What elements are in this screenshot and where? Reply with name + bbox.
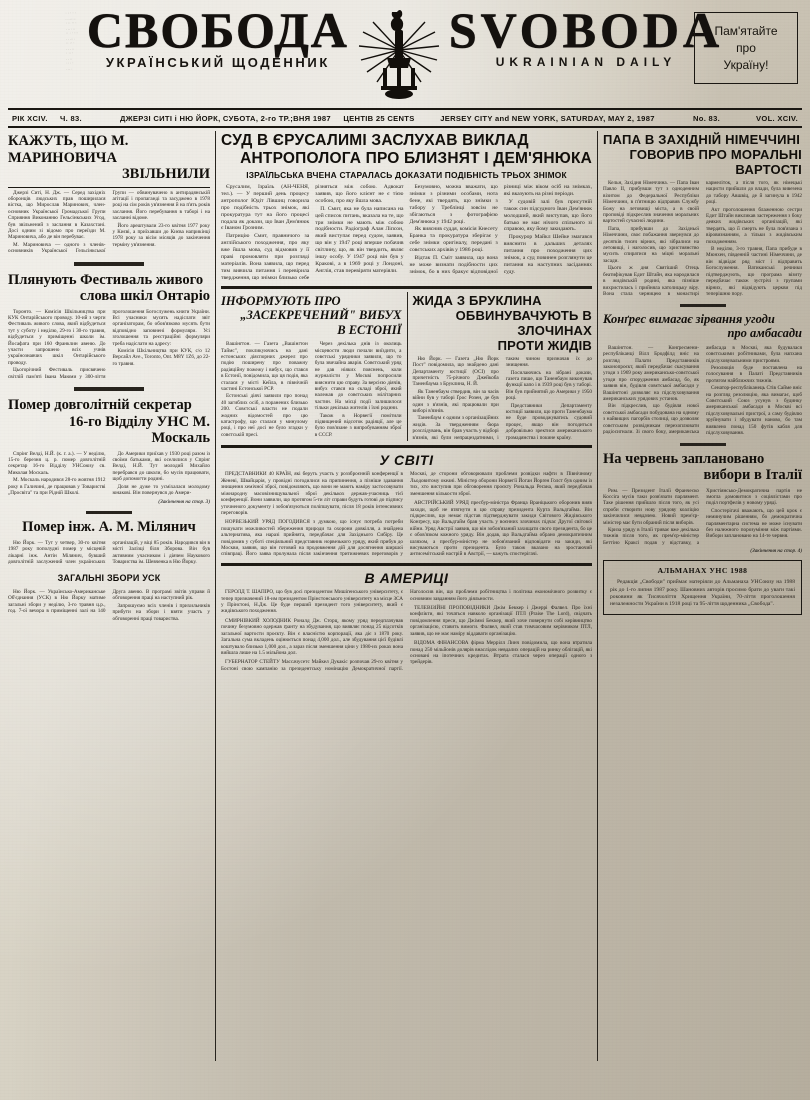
paragraph: Безумовно, можна вважати, що знімки з різними особами, нота бене, які твердять, що знімки з табору у Треблінці зовсім не збігаються з фотографією Дем'янюка у 1942 році. — [409, 184, 498, 225]
article-moskal — [8, 397, 210, 505]
article-brooklyn — [407, 292, 593, 442]
paragraph: Рим. — Президент Італії Франческо Коссіґа мусів таки розв'язати парлямент. Таке рішення прийшло після того, як усі спроби створити нову урядову коаліцію закінчилися невдачею. Новий прем'єр-міністер має бути обраний після виборів. — [603, 487, 699, 526]
article-estonia — [221, 292, 407, 442]
paragraph: Сенатор-республіканець Стів Сайме вніс на розгляд резолюцію, яка вимагає, щоб Совєтський Союз усунув з будинку американської амбасади в Москві всі підслуховувальні пристрої, а саму будівлю зруйнувати і збудувати наново, бо там виявлено понад 150 футів кабля для підслуховування. — [706, 385, 802, 437]
paragraph: Єрусалим, Ізраїль (АН-ЧЕНЯ, тел.). — У перший день процесу антрополог Юдіт Лівшиц говорила про подібність трьох знімок, які прокуратура тут на його процесі подала як докази, що Іван Дем'янюк є Іваном Грозним. — [221, 184, 310, 232]
section-world — [221, 452, 592, 559]
folio-issue-uk: Ч. 83. — [60, 113, 82, 123]
folio-year-en: VOL. XCIV. — [756, 113, 798, 123]
paragraph: Вашінґтон. — Конґресмени-республіканці Вілл Бродфілд вніс на розгляд Палати Представників законопроєкт, який передбачає скасування угоди з 1969 року американсько-совєтської угоди про спорудження амбасад, бо, як заявив він, будівля совєтської амбасади у Вашінґтоні дозволяє на підслуховування американських урядових установ. — [603, 344, 699, 403]
masthead-subtitle-latin: UKRAINIAN DAILY — [495, 55, 677, 69]
page-content — [8, 131, 802, 1061]
headline-line-3: В ЕСТОНІЇ — [337, 322, 402, 337]
article-usk — [8, 571, 210, 622]
headline-line-2: 16-го Відділу УНС М. Москаль — [68, 413, 210, 447]
headline-line-3: ВАРТОСТІ — [735, 162, 802, 177]
section-rule — [221, 445, 592, 448]
headline-line-2: про амбасади — [727, 326, 802, 341]
news-brief: ВІДОМА ФІНАНСОВА фірма Меррілл Линч повідомила, що вона втратила понад 250 мільйонів долярів внаслідок невдалих операцій на ринку облігацій, які основані на іпотечних кредитах. Втрата сталася через операції одного з трейдерів. — [410, 640, 592, 666]
paragraph: Доля не дуже то усміхалася молодому юнакові. Він повернувся до Амери- — [112, 483, 210, 496]
headline-line-2: ЗВІЛЬНИЛИ — [122, 166, 210, 182]
headline-line-1: ІНФОРМУЮТЬ ПРО — [221, 293, 341, 308]
folio-price: ЦЕНТІВ 25 CENTS — [343, 113, 415, 123]
news-brief: СМИРНІВКИЙ ХОЛОДНИК Роналд Дж. Сторц, якому уряд передплачував почину безумовно одержав ґранту на збудування, що виявляє понад 25 відсотків загальної вартости проєкту. Він є власністю корпорації, яка діє з 1870 року. Загальна сума вкладень оцінюється понад 4,000 дол., але збудування цієї будівлі коштувало близько 1,000 дол., а зараз після зменшення ціни у 1980-их роках вона вийшла лише на 1.5 мільйона дол. — [221, 617, 403, 656]
column-right — [598, 131, 802, 1061]
jump-note-page4: (Закінчення на стор. 4) — [750, 548, 802, 555]
middle-sub-columns — [221, 292, 592, 442]
remember-line-2: про — [736, 40, 756, 55]
headline-line-1: Конґрес вимагає зірвання угоди — [603, 311, 775, 326]
body-marynovych — [8, 190, 210, 255]
paragraph: Ню Йорк. — Українсько-Американське Об'єднання (УСК) в Ню Йорку матиме загальні збори у неділю, 3-го травня ц.р., год. 7-ої вечора в приміщенні залі на 140 Друга авеню. В програмі звітів управи й обговорення праці на наступний рік. — [8, 589, 210, 615]
headline-line-1: СУД В ЄРУСАЛИМІ ЗАСЛУХАВ ВИКЛАД — [221, 132, 529, 149]
paragraph: Естонські діячі заявили про понад 40 загиблих осіб, а поранених близько 200. Совєтські власти не подали жодних відомостей про цю катастрофу, що сталася у минулому році, і про неї досі не було згадки у совєтській пресі. — [221, 393, 308, 438]
headline-line-1: Помер інж. А. М. Мілянич — [22, 519, 196, 536]
divider — [8, 187, 210, 188]
masthead-title-latin: SVOBODA — [448, 2, 724, 58]
section-divider — [74, 387, 144, 391]
headline-festival — [8, 272, 210, 305]
body-demjanjuk — [221, 184, 592, 282]
headline-line-1: Помер довголітній секретар — [8, 397, 192, 414]
headline-milianych — [8, 519, 210, 536]
remember-ukraine-box — [694, 12, 798, 84]
body-festival — [8, 309, 210, 380]
section-rule — [221, 286, 592, 289]
paragraph: Спостерігачі вважають, що цей крок є неминучим рішенням, бо демократична парляментарна система не може існувати без належного порозуміння між партіями. Вибори заплановано на 14-те червня. — [706, 507, 802, 540]
paragraph: До Америки приїхав у 1930 році разом із своїми батьками, які оселилися у Спрінґ Велді, Н.Й. Тут молодий Михайло перебрався до школи, бо мусів працювати, щоб допомогти родині. — [112, 450, 210, 483]
article-italy-elections — [603, 451, 802, 555]
masthead-cyrillic — [86, 2, 349, 70]
body-america — [221, 589, 592, 672]
paragraph: В неділю, 3-го травня, Папа прибуде в Мюнхен, південній частині Німеччини, де він відвідає ряд міст і відправить Богослуження. Ватиканські речники підтверджують, що програма візиту передбачає також зустрічі з групами вірних, які відвідують церкви під теперішню пору. — [706, 246, 802, 297]
headline-line-2: вибори в Італії — [703, 467, 802, 483]
body-milianych — [8, 540, 210, 566]
trident-torch-emblem-icon — [353, 6, 445, 102]
subhead-demjanjuk: ІЗРАЇЛЬСЬКА ВЧЕНА СТАРАЛАСЬ ДОКАЗАТИ ПОДІБНІСТЬ ТРЬОХ ЗНІМОК — [246, 170, 567, 180]
article-festival — [8, 272, 210, 380]
paragraph: Торонто. — Комісія Шкільництва при КУК Онтарійського проводу. 10-ий з черги Фестиваль живого слова, який відбудеться тут у суботу і неділю, 29-го і 30-го травня, відбудеться у приміщенні школи ім. Йосафата при 160 Франклин авеню. До участи запрошено всіх учнів українознавчих шкіл Онтарійського проводу. — [8, 308, 106, 366]
headline-line-1: ПАПА В ЗАХІДНІЙ НІМЕЧЧИНІ — [603, 132, 801, 147]
headline-line-2: АНТРОПОЛОГА ПРО БЛИЗНЯТ І ДЕМ'ЯНЮКА — [240, 149, 592, 167]
paragraph: Як Таненбаум ствердив, він за часів війни був у таборі Ґрос Розен, де був один з в'язнів, які працювали при виборі в'язнів. — [412, 388, 499, 414]
body-usk — [8, 589, 210, 622]
paragraph: М. Мариновича — одного з членів-основників Української Гельсінкської Групи — обвинувачено в антирадянській агітації і пропаганді та засуджено в 1978 році на сім років ув'язнення й на п'ять років заслання. Його перебування в таборі і на засланні відоме. — [8, 189, 210, 255]
news-brief: ПРЕДСТАВНИКИ 40 КРАЇН, які беруть участь у роззброєнній конференції в Женеві, Швайцарія, у провідні погодилися на припинення, а пізніше здавання знищення хемічної зброї, повідомляють, що вони не мають наміру застосовувати міжнародну масовізнищувальної зброї декількох держав-учасниць тієї конференції. Вони заявили, що протягом 5-ти літ справи будуть готові до підпису уточненого документу і зобов'язуються поліпшувати, після 18 років інтенсивних переговорів. — [221, 471, 403, 516]
article-demjanjuk-trial — [221, 132, 592, 282]
paragraph: Відтак П. Сміт заявила, що вона не може визнати подібности цих знімок, бо в них бракує відповідної різниці між віком осіб на знімках, які вказують на різні періоди. — [409, 184, 592, 275]
folio-place-date-uk: ДЖЕРЗІ СИТІ і НЮ ЙОРК, СУБОТА, 2-го ТР.;ВНЯ 1987 — [120, 113, 331, 123]
news-brief: ГЕРОЛД Т. ШАПІРО, що був досі президентом Мишіґенського університету, є тепер призначений 18-им президентом Прінстонського університету на місце ЗСА у Прінстоні, Н.Дж. Це буде перший президент того університету, який є жидівського походження. — [221, 589, 403, 615]
paragraph: П. Смит, яка не була написана на цей список питань, вказала на те, що три знімки не мають між собою подібности. Радіограф Алан Ліпсон, який виступає перед судом, заявив, що він у 1947 році вперше побачив світлину, що, як він твердить, являє іншу особу. У 1947 році він був у Кракові, а в 1969 році у Лондоні, Англія, став перевіряти матеріяли. — [315, 205, 404, 274]
headline-line-1: На червень заплановано — [603, 450, 765, 467]
paragraph: Його арештували 23-го квітня 1977 року у Києві, а приїхавши до Києва наприкінці 1978 року за вісім місяців до закінчення терміну ув'язнення. — [112, 222, 210, 248]
news-brief: ГУБЕРНАТОР СТЕЙТУ Массачусетс Майкел Дукакіс розпочав 29-го квітня у Бостоні свою кампанію за президентську номінацію Демократичної партії. Наголосив він, що проблеми робітництва і політика економічного розвитку є основним завданням його діяльности. — [221, 589, 592, 672]
headline-brooklyn — [413, 293, 593, 353]
masthead-title-cyrillic: СВОБОДА — [86, 2, 349, 58]
section-divider — [680, 304, 726, 307]
headline-congress — [603, 312, 802, 341]
folio-issue-en: No. 83. — [693, 113, 720, 123]
masthead — [8, 2, 802, 106]
article-marynovych — [8, 133, 210, 255]
headline-usk — [8, 571, 210, 586]
news-brief: НОРВЕЗЬКИЙ УРЯД ПОГОДИВСЯ з думкою, що існує потреба потреби пошукати можливостей збереження природи та охорони довкілля, а знайдена альтернатива, яка наразі прийнята, передбачає для Західнього Сибіру. Це повідомив у суботі спеціяльний представник норвезького уряду, який прибув до Москви, заявив, що він готовий на продовження дій для досягнення ширшої співпраці. Його заява пролунала після закінчення тритижневих переговорів у Москві, де сторони обговорювали проблеми розвідки нафти в Північному Льодовитому океані. Міністер оборони Норвегії Йоган Йорґен Голст був одним із тих, хто виступив при обговорення проєкту Рональда Реґана, який передбачав зменшення кількости зброї. — [221, 471, 592, 558]
news-brief: АВСТРІЙСЬКИЙ УРЯД пресбур-міністра Франца Враніцького оборонив вияв заходи, щоб не втягнути в цю справу президента Курта Вальдгайма. Він підкреслив, що немає підстав підтверджувати закиди Світового Жидівського Конґресу, що Вальдгайм брав участь у воєнних злочинах підчас Другої світової війни. Уряд Австрії заявив, що він зобов'язаний захищати свого президента, бо це є обов'язком кожного уряду. Він додав, що Вальдгайма обрано демократичним шляхом, а пресбур-міністер не зобов'язаний відповідати на закиди, які висуваються проти президента. Було також вказано на зростаючий антисемітський настрій в Австрії, — кажуть спостерігачі. — [410, 500, 592, 558]
folio-bar — [8, 108, 802, 128]
headline-pope — [603, 132, 802, 177]
paragraph: Цього ж дня Святіший Отець беатифікував Едит Штайн, яка народилася в жидівській родині, яка пізніше вихристилась і прийняла католицьку віру. Вона стала черницею в монастирі кармеліток, а після того, як німецькі нацисти прийшли до влади, була вивезена до табору Авшвіц, де й загинула в 1942 році. — [603, 180, 802, 297]
masthead-subtitle-cyrillic: УКРАЇНСЬКИЙ ЩОДЕННИК — [105, 55, 330, 70]
jump-note-page3: (Закінчення на стор. 3) — [158, 499, 210, 506]
paragraph: Папа, прибувши до Західньої Німеччини, своє побажання звернувся до десятків тисяч вірних, які зібралися на летовищі, і наголосив, що християнство мусить спиратися на міцні моральні засади. — [603, 225, 699, 264]
section-america — [221, 570, 592, 672]
section-rule — [221, 563, 592, 566]
paragraph: Вашінґтон. — Газета „Вашінґтон Таймс", покликуючись на дані естонських діяспорних джерел про подію поширену про поважну радіяційну пожежу і вибух, що стався в Естонії, повідомила, що ця подія, яка сталася у місті Кейла, в північній частині Естонської РСР. — [221, 341, 308, 393]
remember-line-3: Україну! — [723, 57, 769, 72]
body-world — [221, 471, 592, 559]
masthead-latin — [448, 2, 724, 69]
paragraph: Представники Департаменту юстиції заявили, що проти Таненбаума не буде проводжуватись судовий процес, якщо він погодиться добровільно зректися американського громадянства і покине країну. — [505, 402, 592, 441]
paragraph: Ню Йорк. — Тут у четвер, 30-го квітня 1987 року пополудні помер у місцевій лікарні інж. Антін Мілянич, бувший довголітній заслужений член українських організацій, у віці 85 років. Народився він в місті Залізці біля Зборова. Він був активним учасником і діячем Наукового Товариства ім. Шевченка в Ню Йорку. — [8, 539, 210, 566]
headline-line-1: ЖИДА З БРУКЛИНА — [412, 292, 542, 308]
paragraph: Цьогорічний Фестиваль присвячено світлій пам'яті Івана Маюми у 300-ліття проголошення Богослужень книги України. Всі учасники мусять надіслати звіт організаторам, бо обов'язково мусять бути відповідно заповнені формуляри. Усі зголошення та реєстраційні формуляри треба надіслати на адресу: — [8, 308, 210, 380]
almanac-title: АЛЬМАНАХ УНС 1988 — [657, 566, 748, 576]
paragraph: Посилаючись на зібрані докази, газета пише, що Таненбаум виконував функції капо і в 1939 році був у таборі. Він був прийнятий до Америки у 1950 році. — [505, 369, 592, 402]
folio-year-uk: РІК XCIV. — [12, 113, 48, 123]
headline-line-3: ПРОТИ ЖИДІВ — [497, 337, 592, 353]
paragraph: У судовій залі був присутній також син підсудного Іван Дем'янюк молодший, який виступав, що його батько не має нічого спільного зі справою, яку йому закидають. — [503, 198, 592, 233]
body-moskal — [8, 451, 210, 498]
remember-line-1: Пам'ятайте — [714, 23, 778, 38]
headline-demjanjuk — [221, 132, 592, 167]
paragraph: Через декілька днів із околиць місцевости люди почали виїздити, а совєтські урядники заявили, що то була звичайна аварія. Совєтський уряд не дав ніяких пояснень, коли журналісти у Москві попросили вияснити цю справу. За версією діячів, вибух стався на складі зброї, який належав до совєтських мілітарних частин. На місці події залишилося тільки декілька жителів і їхні родини. — [314, 341, 402, 412]
headline-marynovych — [8, 133, 210, 183]
headline-moskal — [8, 397, 210, 447]
paragraph: Криза уряду в Італії триває вже декілька тижнів після того, як прем'єр-міністер Беттіно Краксі подав у відставку, а Христіянсько-Демократична партія не змогла домовитися з соціялістами про поділ портфелів у новому уряді. — [603, 487, 802, 546]
section-title-world: У СВІТІ — [379, 452, 434, 469]
almanac-announcement-box — [603, 560, 802, 615]
paragraph: Запрошуємо всіх членів і прихильників прибути на збори і взяти участь у обговоренні праці товариства. — [112, 602, 210, 622]
headline-line-1: ЗАГАЛЬНІ ЗБОРИ УСК — [57, 573, 161, 583]
headline-line-2: слова шкіл Онтаріо — [79, 288, 210, 305]
headline-italy — [603, 451, 802, 484]
headline-line-1: КАЖУТЬ, ЩО М. МАРИНОВИЧА — [8, 133, 129, 166]
body-estonia — [221, 341, 402, 439]
column-middle — [215, 131, 598, 1061]
column-left — [8, 131, 215, 1061]
article-congress-embassies — [603, 312, 802, 437]
folio-place-date-en: JERSEY CITY and NEW YORK, SATURDAY, MAY 2, 1987 — [440, 113, 655, 123]
headline-estonia — [221, 294, 402, 338]
headline-line-2: ГОВОРИВ ПРО МОРАЛЬНІ — [629, 147, 802, 162]
headline-line-2: ОБВИНУВАЧУЮТЬ В ЗЛОЧИНАХ — [455, 307, 592, 338]
article-milianych — [8, 519, 210, 566]
article-pope — [603, 132, 802, 298]
body-pope — [603, 180, 802, 298]
headline-line-1: Плянують Фестиваль живого — [8, 271, 204, 288]
body-brooklyn — [413, 356, 593, 442]
section-divider — [86, 511, 132, 514]
paragraph: Також в Норвегії помітили підвищений відсоток радіяції, але це було пов'язане з випробуванням зброї в СССР. — [314, 412, 402, 438]
body-congress — [603, 345, 802, 437]
paragraph: Прокурор Майкл Шейке змагався вияснити в дальших деталях питання про походження цих знімок, а суд повинен розглянути це питання на наступних засіданнях суду. — [503, 234, 592, 275]
paragraph: Таненбаум є одним з організаційних жидів. За твердженням бюра розслідувань, він брав участь у відборі в'язнів, які були непрацездатними, і таким чином призначав їх до знищення. — [412, 355, 592, 441]
section-divider — [680, 443, 726, 446]
paragraph: Резолюція буде поставлена на голосування в Палаті Представників протягом найближчих тижнів. — [706, 365, 802, 384]
paragraph: Акт проголошення блаженною сестри Едит Штайн викликав застереження з боку деяких жидівських організацій, які твердять, що її смерть не була пов'язана з віровизнанням, а тільки з жидівським походженням. — [706, 206, 802, 245]
headline-line-2: „ЗАСЕКРЕЧЕНИЙ" ВИБУХ — [240, 308, 402, 323]
section-title-america: В АМЕРИЦІ — [364, 570, 449, 587]
paragraph: Він підкреслив, що будівля нової совєтської амбасади побудована на одному з найвищих пагорбів столиці, що дозволяє совєтським розвідникам перехоплювати радіосигнали. Зі свого боку, американська амбасада в Москві, яка будувалася совєтськими робітниками, була напхана підслуховувальними пристроями. — [603, 344, 802, 436]
paragraph: Кельн, Західня Німеччина. — Папа Іван Павло ІІ, прибувши тут з одноденним візитом до Федеральної Республіки Німеччини, в п'ятницю відправив Службу Божу на летовищі міста, а в своїй проповіді підкреслив значення моральних вартостей сучасної людини. — [603, 180, 699, 225]
paragraph: Як вияснив суддя, комісія Кнесету Бранка та прокуратура зберігає у себе знімки оригіналу, передані з совєтських архівів у 1986 році. — [409, 226, 498, 254]
paragraph: М. Москаль народився 28-го жовтня 1912 року в Галичині, де працював у Товаристві „Просвіта" та при Рідній Школі. — [8, 477, 106, 496]
marginal-handwriting-artifact: · · · · · . . ... .. · ·· ·· · . .. . .. ·· · · ··· . . ... . ·· ·· · . . . .. · ·· · . . .. ·· · · . .. . — [65, 10, 79, 71]
almanac-body — [610, 579, 795, 609]
paragraph: Джерзі Ситі, Н. Дж. — Серед західніх оборонців людських прав поширилася вістка, що Мирослав Маринович, член-основник Української Громадської Групи Сприяння Виконанню Гельсінкських Угод, був звільнений з заслання в Казахстані. Досі одним зі відомо про переїзди М. Мариновича, або де він перебуває. — [8, 189, 106, 241]
paragraph: Патрицію Смит, правничого за англійського походження, про яку вже йшла мова, суд відмовив у її праві промовляти при розгляді матеріалів. Вона заявила, що перед тим вивчила питання і перевірила твердження, що знімки близько себе різняться між собою. Адвокат заявив, що його клієнт не є тією особою, про яку йшла мова. — [221, 184, 404, 281]
paragraph: Спрінґ Велді, Н.Й. (к. г. а.). — У неділю, 15-го березня ц. р. помер довголітній секретар 16-го Відділу УНСоюзу св. Миколая Москаль. — [8, 450, 106, 476]
body-italy — [603, 488, 802, 547]
section-divider — [74, 262, 144, 266]
paragraph: Редакція „Свободи" приймає матеріяли до Альманаха УНСоюзу на 1988 рік до 1-го липня 1987 року. Шановних авторів просимо брати до уваги такі роковини як Тисячоліття Хрищення України, 70-ліття проголошення незалежности України в 1918 році та 95-ліття щоденника „Свобода". — [610, 579, 795, 608]
paragraph: Ню Йорк. — Газета „Ню Йорк Пост" повідомила, що знайдено дані Департаменту юстиції (ОСІ) про причетність 75-річного Джейкоба Таненбаума з Бруклина, Н. Й. — [412, 355, 499, 388]
news-brief: ТЕЛЕВІЗІЙНІ ПРОПОВІДНИКИ Джім Беккер і Джеррі Фалвел. Про їхні конфлікти, які точаться навколо організації ПТЛ (Praise The Lord), свідчать повідомлення преси, що Джіммі Беккер, який хоче повернути собі керівництво організацією, ставить вимоги. Фалвел, який став тимчасовим керівником ПТЛ, заявив, що не має наміру віддавати організацію. — [410, 605, 592, 637]
paragraph: Комісія Шкільництва при КУК, с/о 12 Версайл Ave., Toronto, Ont. M8Y 1Z6, до 22-го травня. — [112, 348, 211, 367]
